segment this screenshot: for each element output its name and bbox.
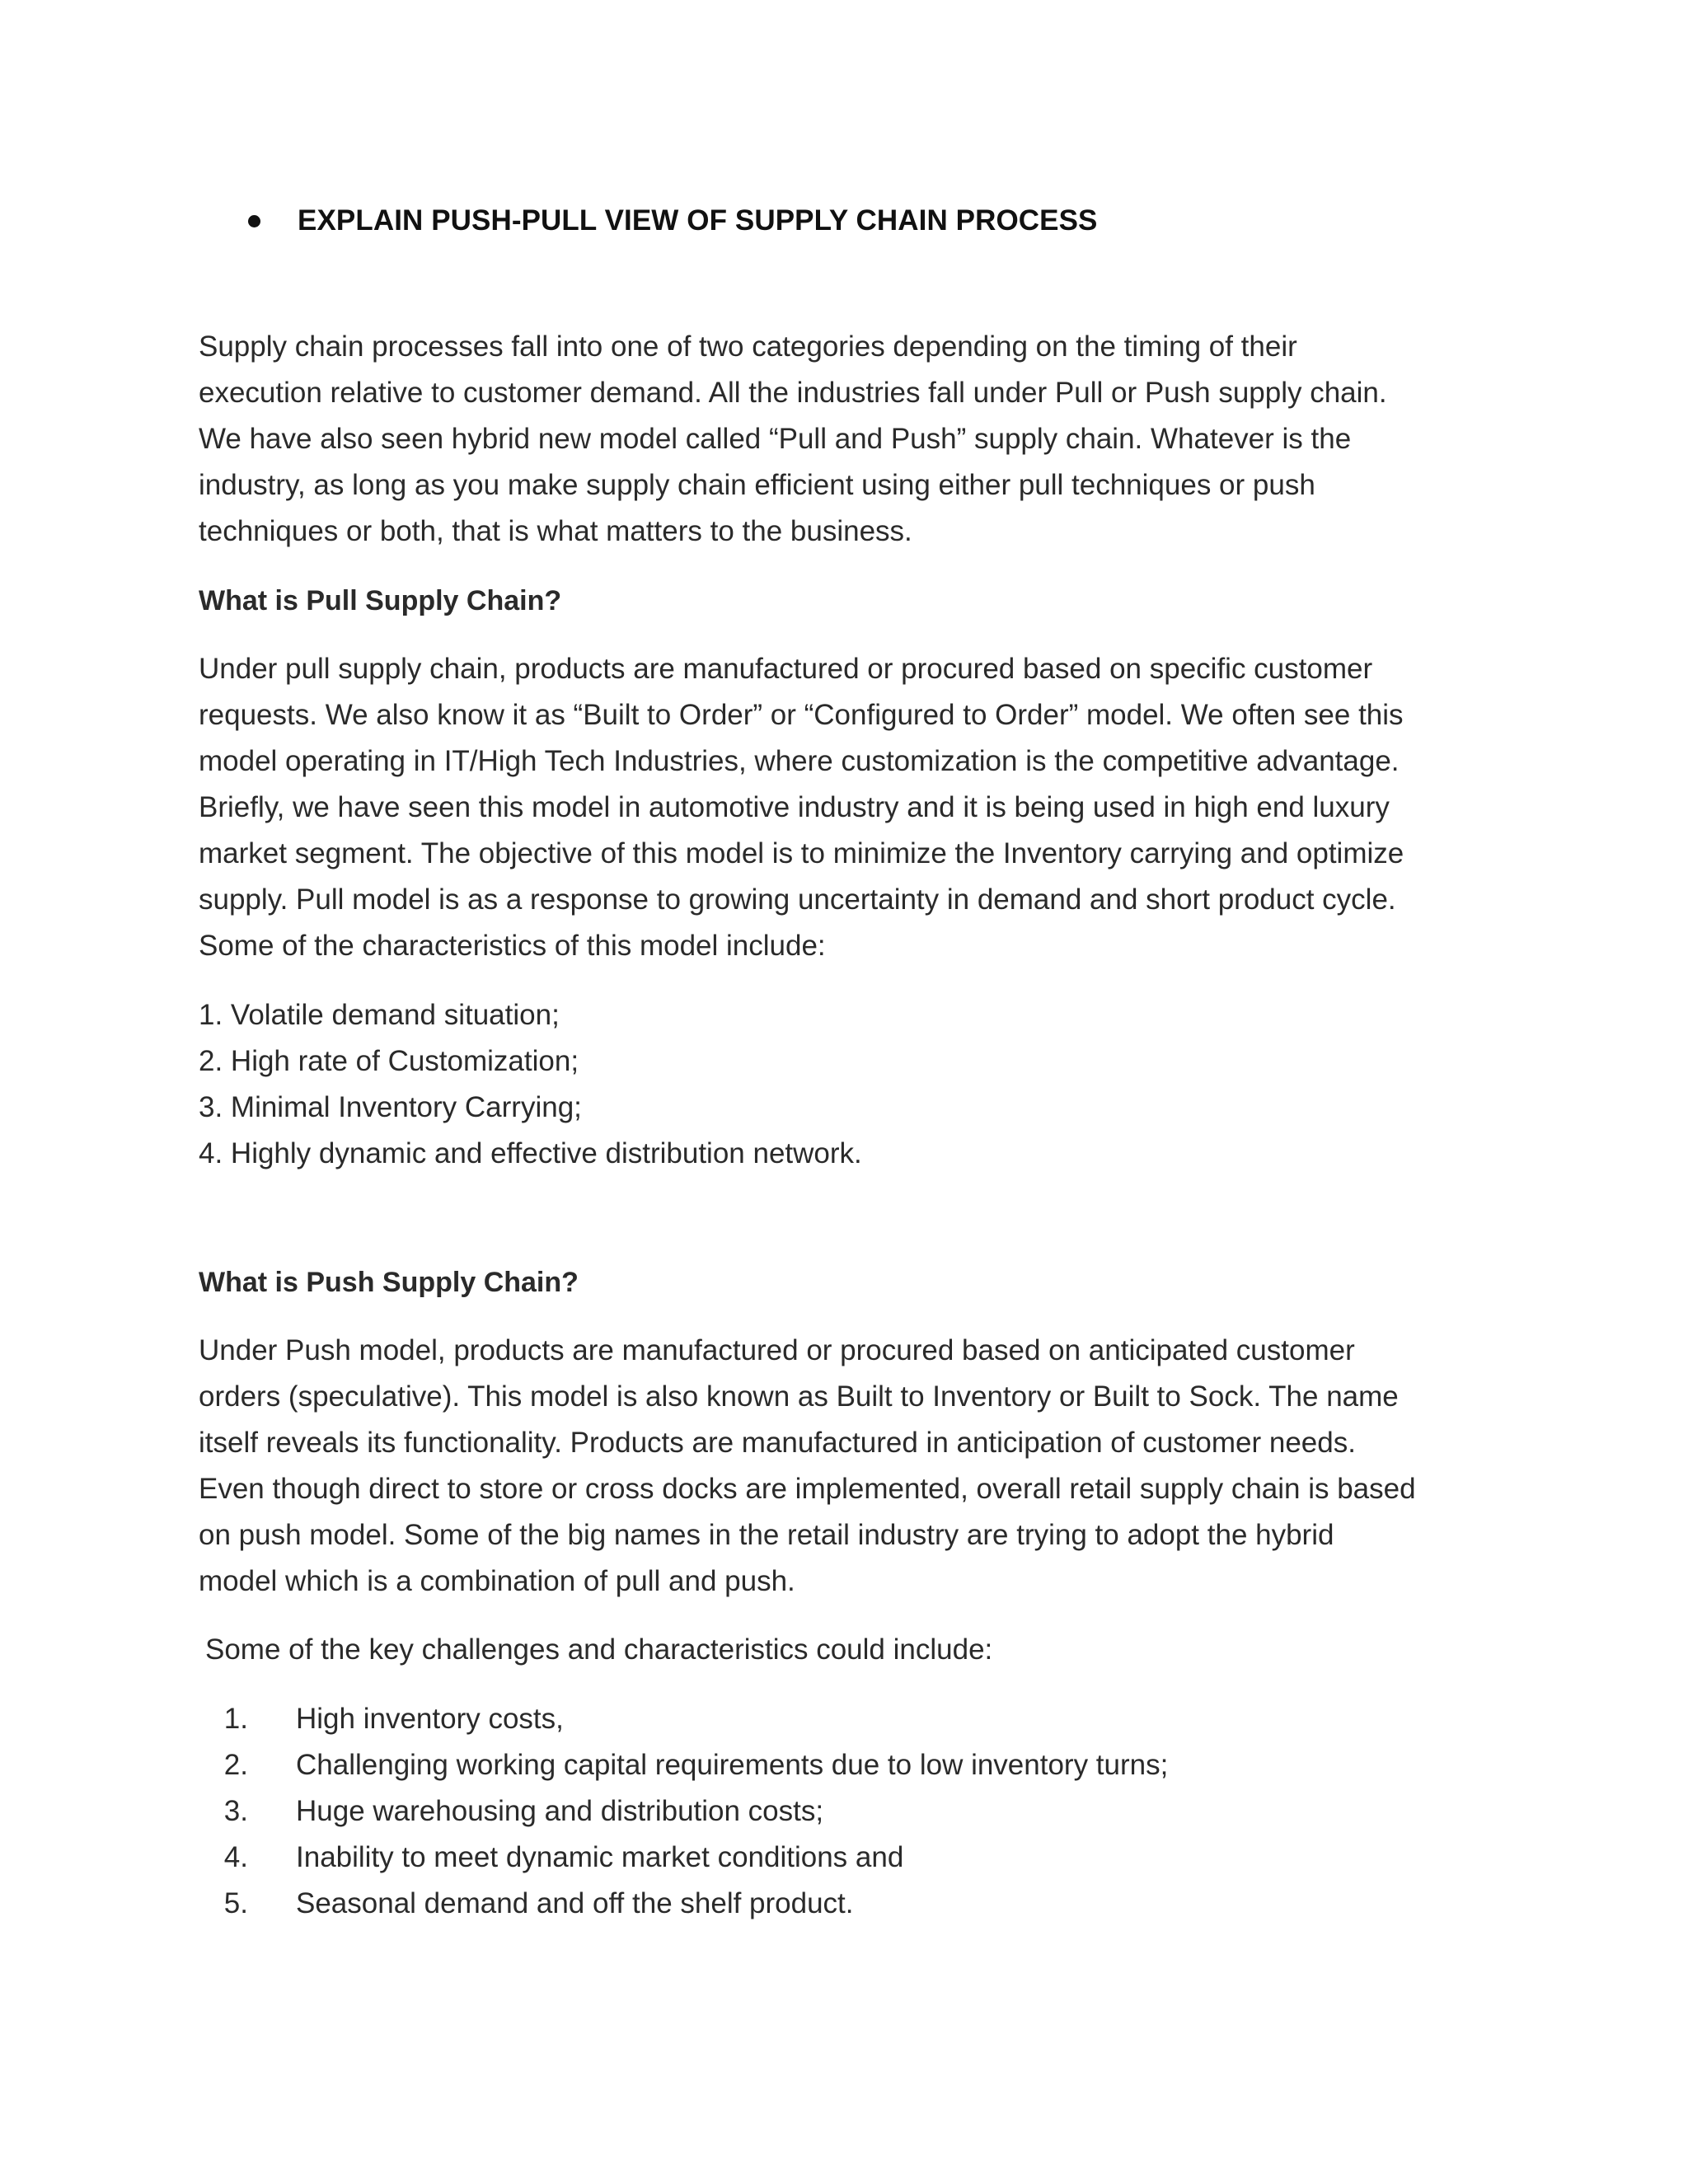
text-line: requests. We also know it as “Built to Order” or “Configured to Order” model. We often see this [199,699,1404,731]
list-item [199,1835,1501,1881]
text-line: We have also seen hybrid new model called “Pull and Push” supply chain. Whatever is the [199,423,1352,455]
list-number: 4. [223,1841,248,1873]
list-text: Challenging working capital requirements due to low inventory turns; [296,1749,1169,1781]
list-number: 2. [223,1749,248,1781]
list-text: Seasonal demand and off the shelf product. [296,1887,854,1919]
text-line: supply. Pull model is as a response to growing uncertainty in demand and short product cycle. [199,883,1396,916]
text-line: execution relative to customer demand. All the industries fall under Pull or Push supply chain. [199,377,1387,409]
document-content [199,198,1501,1927]
list-item: 4. Highly dynamic and effective distribution network. [199,1137,862,1169]
push-paragraph [199,1328,1501,1605]
text-line: Under pull supply chain, products are manufactured or procured based on specific customer [199,653,1373,685]
list-number: 5. [223,1887,248,1919]
pull-paragraph [199,646,1501,969]
text-line: model which is a combination of pull and push. [199,1565,795,1597]
text-line: Supply chain processes fall into one of two categories depending on the timing of their [199,330,1297,363]
text-line: market segment. The objective of this model is to minimize the Inventory carrying and optimize [199,837,1404,869]
text-line: orders (speculative). This model is also known as Built to Inventory or Built to Sock. The name [199,1380,1399,1413]
text-line: techniques or both, that is what matters to the business. [199,515,912,547]
text-line: model operating in IT/High Tech Industries, where customization is the competitive advantage. [199,745,1400,777]
push-challenges-list [199,1696,1501,1927]
list-item: 3. Minimal Inventory Carrying; [199,1091,582,1123]
pull-characteristics-list [199,992,1501,1177]
pull-heading: What is Pull Supply Chain? [199,585,562,616]
title-row [248,198,1501,244]
text-line: Some of the characteristics of this model include: [199,930,826,962]
text-line: on push model. Some of the big names in the retail industry are trying to adopt the hybrid [199,1519,1334,1551]
text-line: industry, as long as you make supply chain efficient using either pull techniques or push [199,469,1315,501]
text-line: itself reveals its functionality. Products are manufactured in anticipation of customer needs. [199,1427,1356,1459]
text-line: Briefly, we have seen this model in automotive industry and it is being used in high end luxury [199,791,1390,823]
text-line: Even though direct to store or cross docks are implemented, overall retail supply chain is based [199,1473,1416,1505]
list-number: 3. [223,1795,248,1827]
list-item [199,1788,1501,1835]
push-heading: What is Push Supply Chain? [199,1267,579,1298]
page-title: EXPLAIN PUSH-PULL VIEW OF SUPPLY CHAIN PROCESS [298,204,1098,237]
text-line: Under Push model, products are manufactured or procured based on anticipated customer [199,1334,1355,1366]
list-item [199,1881,1501,1927]
list-item: 2. High rate of Customization; [199,1045,579,1077]
challenges-intro: Some of the key challenges and characteristics could include: [205,1633,993,1666]
bullet-icon [248,215,260,227]
list-item [199,1696,1501,1742]
list-item [199,1742,1501,1788]
intro-paragraph [199,324,1501,555]
list-text: Inability to meet dynamic market conditions and [296,1841,904,1873]
list-text: Huge warehousing and distribution costs; [296,1795,824,1827]
list-text: High inventory costs, [296,1703,564,1735]
list-number: 1. [223,1703,248,1735]
list-item: 1. Volatile demand situation; [199,999,560,1031]
